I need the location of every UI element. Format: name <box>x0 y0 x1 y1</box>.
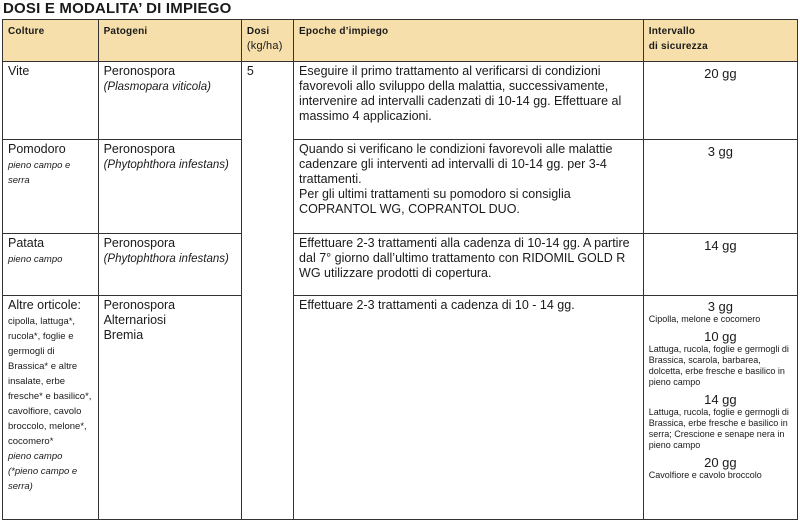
intervallo-value: 3 gg <box>707 299 734 314</box>
coltura-note: pieno campo <box>8 451 63 462</box>
coltura-note: pieno campo <box>8 254 63 265</box>
table-header-row <box>3 20 798 62</box>
epoca-text: Effettuare 2-3 trattamenti alla cadenza di 10-14 gg. A partire dal 7° giorno dall’ultimo trattamento con RIDOMIL GOLD R WG utilizzare prodotti di copertura. <box>299 236 630 280</box>
patogeno-name-2: Alternariosi <box>103 313 167 327</box>
patogeno-name: Peronospora <box>103 298 176 312</box>
cell-epoca <box>294 234 644 296</box>
cell-patogeno <box>98 140 241 234</box>
intervallo-note: Lattuga, rucola, foglie e germogli di Brassica, erbe fresche e basilico in serra; Crescione e senape nera in pieno campo <box>648 407 789 450</box>
patogeno-name-3: Bremia <box>103 328 144 342</box>
cell-intervallo <box>643 62 797 140</box>
header-dosi-unit: (kg/ha) <box>246 40 283 52</box>
cell-coltura <box>3 234 99 296</box>
table-row <box>3 140 798 234</box>
dosage-table <box>2 19 798 520</box>
intervallo-value: 14 gg <box>704 238 737 253</box>
coltura-name: Pomodoro <box>8 142 66 156</box>
cell-patogeno <box>98 296 241 520</box>
intervallo-note: Cavolfiore e cavolo broccolo <box>648 470 762 480</box>
patogeno-name: Peronospora <box>103 236 176 250</box>
cell-intervallo <box>643 234 797 296</box>
patogeno-name: Peronospora <box>103 142 176 156</box>
intervallo-note: Lattuga, rucola, foglie e germogli di Brassica, scarola, barbarea, dolcetta, erbe fresche e basilico in pieno campo <box>648 344 789 387</box>
header-epoche: Epoche d’impiego <box>294 20 644 62</box>
patogeno-scientific: (Phytophthora infestans) <box>103 253 229 265</box>
page-title: DOSI E MODALITA’ DI IMPIEGO <box>3 0 232 17</box>
epoca-text: Quando si verificano le condizioni favorevoli alle malattie cadenzare gli interventi ad intervalli di 10-14 gg. per 3-4 trattamenti. <box>299 142 613 186</box>
cell-coltura <box>3 296 99 520</box>
cell-epoca <box>294 296 644 520</box>
patogeno-scientific: (Phytophthora infestans) <box>103 159 229 171</box>
intervallo-value: 20 gg <box>704 66 737 81</box>
table-row <box>3 296 798 520</box>
epoca-text: Effettuare 2-3 trattamenti a cadenza di 10 - 14 gg. <box>299 298 575 312</box>
header-dosi <box>241 20 293 62</box>
coltura-footnote: (*pieno campo e serra) <box>8 466 78 492</box>
header-colture: Colture <box>3 20 99 62</box>
coltura-note: pieno campo e serra <box>8 160 71 186</box>
coltura-name: Vite <box>8 64 30 78</box>
cell-patogeno <box>98 62 241 140</box>
cell-epoca <box>294 140 644 234</box>
cell-intervallo <box>643 140 797 234</box>
cell-patogeno <box>98 234 241 296</box>
intervallo-note: Cipolla, melone e cocomero <box>648 314 761 324</box>
header-intervallo <box>643 20 797 62</box>
header-intervallo-line2: di sicurezza <box>648 41 708 52</box>
cell-coltura <box>3 62 99 140</box>
cell-epoca <box>294 62 644 140</box>
intervallo-value: 10 gg <box>704 329 737 344</box>
coltura-list: cipolla, lattuga*, rucola*, foglie e germogli di Brassica* e altre insalate, erbe fresche* e basilico*, cavolfiore, cavolo broccolo, melone*, cocomero* <box>8 316 92 447</box>
dose-value: 5 <box>246 64 254 78</box>
header-dosi-label: Dosi <box>246 26 270 37</box>
table-row <box>3 234 798 296</box>
patogeno-scientific: (Plasmopara viticola) <box>103 81 211 93</box>
coltura-name: Altre orticole: <box>8 298 81 312</box>
patogeno-name: Peronospora <box>103 64 176 78</box>
intervallo-value: 20 gg <box>704 455 737 470</box>
intervallo-value: 14 gg <box>704 392 737 407</box>
cell-dose <box>241 62 293 520</box>
table-row <box>3 62 798 140</box>
epoca-text: Eseguire il primo trattamento al verificarsi di condizioni favorevoli allo sviluppo della malattia, successivamente, intervenire ad intervalli cadenzati di 10-14 gg. Effettuare al massimo 4 applicazioni. <box>299 64 622 123</box>
header-intervallo-line1: Intervallo <box>648 26 696 37</box>
cell-coltura <box>3 140 99 234</box>
coltura-name: Patata <box>8 236 45 250</box>
intervallo-value: 3 gg <box>707 144 734 159</box>
header-patogeni: Patogeni <box>98 20 241 62</box>
epoca-text-2: Per gli ultimi trattamenti su pomodoro si consiglia COPRANTOL WG, COPRANTOL DUO. <box>299 187 571 216</box>
cell-intervallo <box>643 296 797 520</box>
